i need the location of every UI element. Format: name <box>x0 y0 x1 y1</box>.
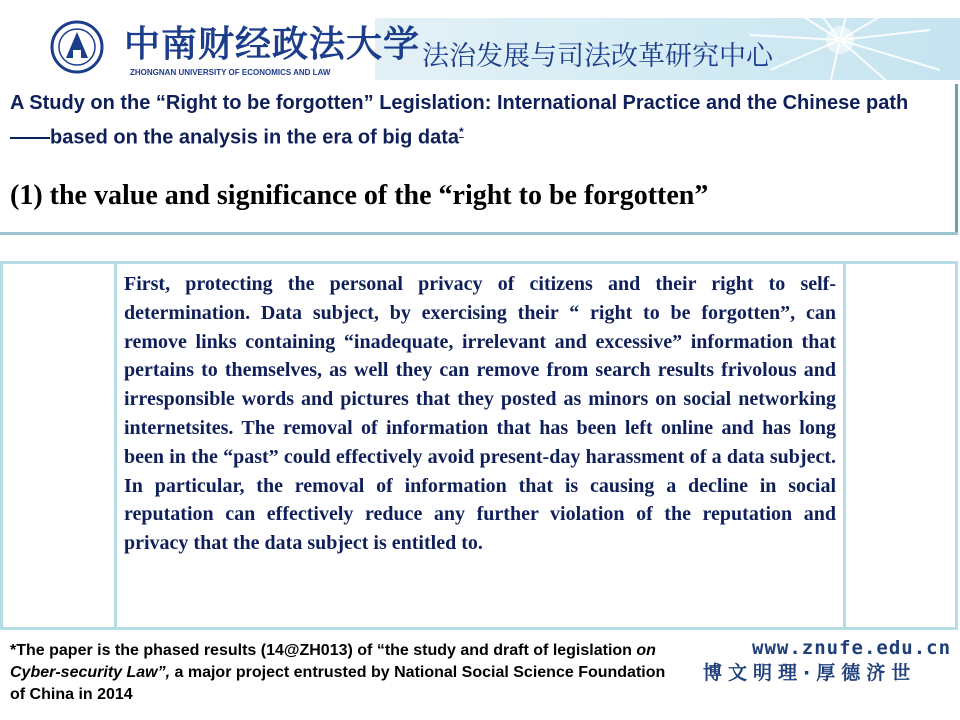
research-center-name: 法治发展与司法改革研究中心 <box>422 41 773 72</box>
table-column-line <box>955 261 958 630</box>
university-seal-logo <box>50 20 104 74</box>
footnote-part1: *The paper is the phased results (14@ZH013) of “the study and draft of legislation <box>10 642 637 659</box>
title-footnote-mark: * <box>458 125 464 139</box>
footnote <box>10 640 670 706</box>
university-motto: 博文明理·厚德济世 <box>703 662 917 684</box>
table-column-line <box>114 261 117 630</box>
header <box>0 0 960 84</box>
paper-title-text: A Study on the “Right to be forgotten” Legislation: International Practice and the Chinese path——based on the analysis in the era of big data <box>10 92 909 149</box>
paper-title <box>10 89 940 153</box>
university-name-cn: 中南财经政法大学 <box>124 23 421 65</box>
table-column-line <box>843 261 846 630</box>
body-paragraph: First, protecting the personal privacy of citizens and their right to self-determination. Data subject, by exercising their “ right to be forgotten”, can remove links containing “inadequate, irrelevant and excessive” information that pertains to themselves, as well they can remove from search results frivolous and irresponsible words and pictures that they posted as minors on social networking internetsites. The removal of information that has been left online and has long been in the “past” could effectively avoid present-day harassment of a data subject. In particular, the removal of information that is causing a decline in social reputation can effectively reduce any further violation of the reputation and privacy that the data subject is entitled to. <box>124 273 836 555</box>
table-column-line <box>0 261 3 630</box>
footnote-part3: a major project entrusted by National Social Science Foundation of China in 2014 <box>10 664 666 703</box>
footnote-italic: on Cyber-security Law”, <box>10 642 656 681</box>
section-subheading: (1) the value and significance of the “right to be forgotten” <box>10 180 709 211</box>
website-url: www.znufe.edu.cn <box>752 637 952 659</box>
divider <box>0 232 958 235</box>
university-name-en: ZHONGNAN UNIVERSITY OF ECONOMICS AND LAW <box>130 68 331 77</box>
right-edge-line <box>955 84 958 234</box>
